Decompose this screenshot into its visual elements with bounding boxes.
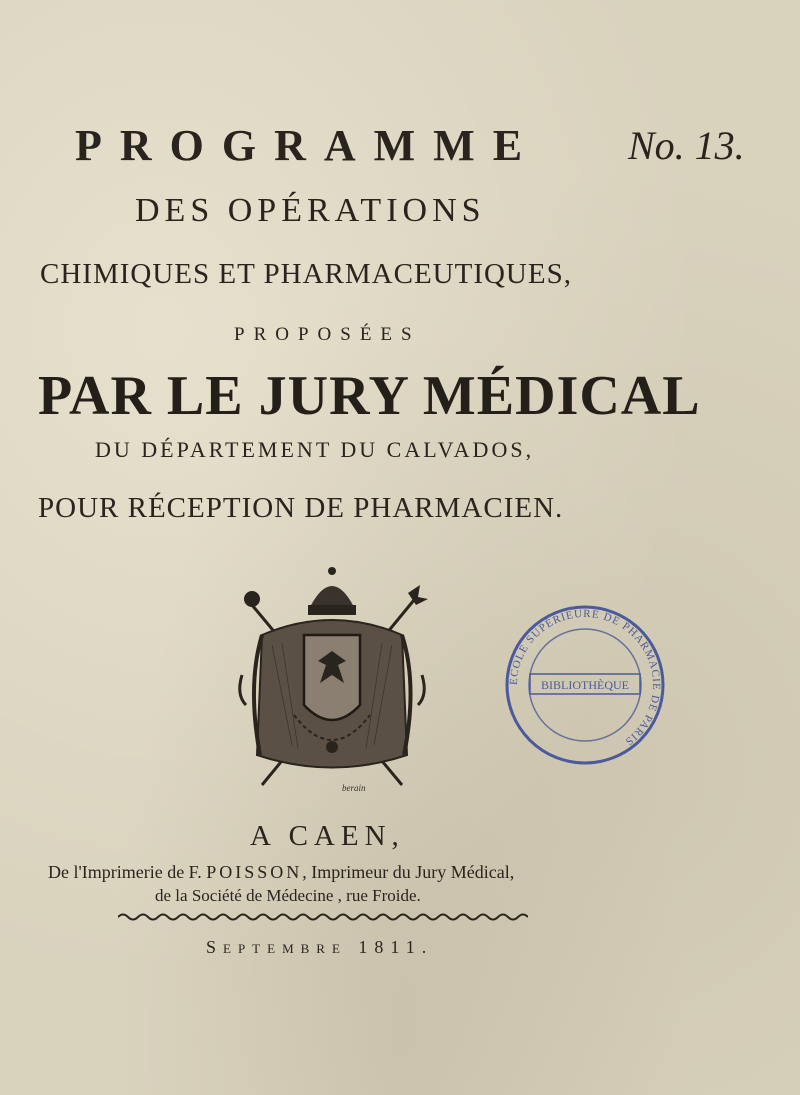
imprint-society-line: de la Société de Médecine , rue Froide.: [155, 886, 421, 905]
title-line-proposees: PROPOSÉES: [234, 324, 421, 345]
ornamental-divider: [118, 912, 528, 922]
stamp-outer-text: ÉCOLE SUPÉRIEURE DE PHARMACIE DE PARIS: [507, 607, 663, 748]
title-line-des-operations: DES OPÉRATIONS: [135, 192, 486, 229]
title-programme: PROGRAMME: [75, 121, 541, 170]
imprint-printer-name: POISSON: [206, 862, 303, 882]
imprint-date: Septembre 1811.: [206, 937, 434, 957]
imperial-coat-of-arms-icon: [232, 565, 432, 795]
handwritten-number-annotation: No. 13.: [628, 123, 745, 168]
imprint-city: A CAEN,: [250, 820, 405, 852]
title-line-chimiques: CHIMIQUES ET PHARMACEUTIQUES,: [40, 258, 572, 290]
title-line-departement: DU DÉPARTEMENT DU CALVADOS,: [95, 437, 535, 462]
imprint-printer-line: [48, 862, 514, 883]
imprint-printer-prefix: De l'Imprimerie de F.: [48, 862, 202, 882]
title-line-pour-reception: POUR RÉCEPTION DE PHARMACIEN.: [38, 492, 564, 524]
engraver-signature: berain: [342, 783, 366, 793]
title-line-jury-medical: PAR LE JURY MÉDICAL: [38, 365, 701, 427]
stamp-center-text: BIBLIOTHÈQUE: [541, 678, 629, 692]
library-stamp-icon: [500, 600, 670, 770]
imprint-printer-suffix: , Imprimeur du Jury Médical,: [302, 862, 515, 882]
